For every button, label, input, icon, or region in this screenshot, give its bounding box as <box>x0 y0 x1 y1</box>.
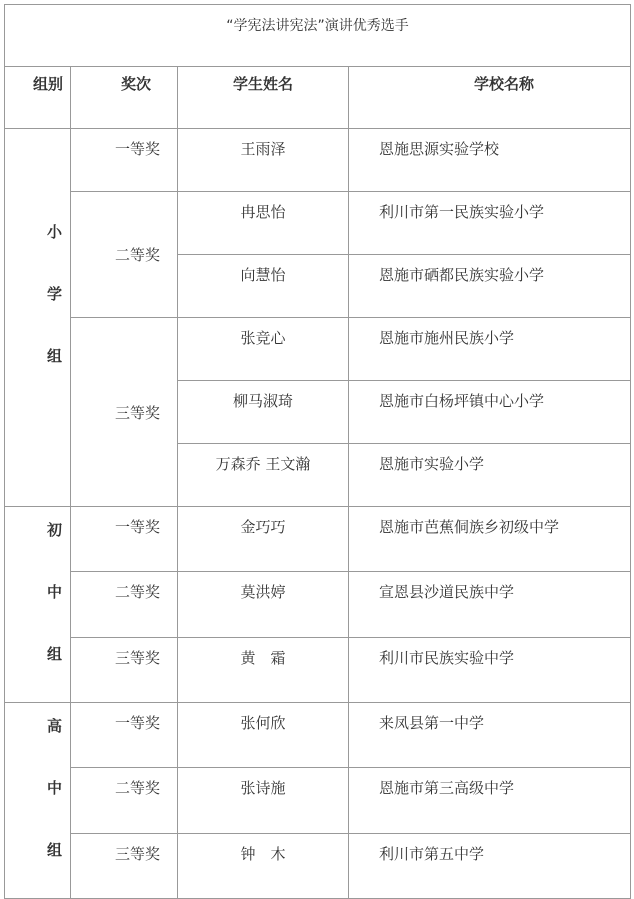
group-cell-primary <box>5 129 71 507</box>
school-name-cell: 恩施市第三高级中学 <box>349 768 631 833</box>
group-char: 组 <box>47 347 63 365</box>
group-char: 中 <box>47 779 63 797</box>
student-name-cell: 黄 霜 <box>178 637 349 702</box>
table-row <box>5 768 631 833</box>
student-name-cell: 张何欣 <box>178 703 349 768</box>
student-name-cell: 冉思怡 <box>178 192 349 255</box>
group-char: 初 <box>47 521 63 539</box>
award-cell: 二等奖 <box>71 192 178 318</box>
table-row <box>5 637 631 702</box>
student-name-cell: 张竞心 <box>178 318 349 381</box>
award-cell: 二等奖 <box>71 768 178 833</box>
student-name-cell: 钟 木 <box>178 833 349 898</box>
header-award: 奖次 <box>71 67 178 129</box>
student-name-cell: 王雨泽 <box>178 129 349 192</box>
school-name-cell: 利川市第五中学 <box>349 833 631 898</box>
header-group: 组别 <box>5 67 71 129</box>
school-name-cell: 恩施市硒都民族实验小学 <box>349 255 631 318</box>
school-name-cell: 恩施思源实验学校 <box>349 129 631 192</box>
group-char: 学 <box>47 285 63 303</box>
school-name-cell: 宣恩县沙道民族中学 <box>349 572 631 637</box>
table-row <box>5 507 631 572</box>
student-name-cell: 金巧巧 <box>178 507 349 572</box>
group-char: 组 <box>47 645 63 663</box>
school-name-cell: 利川市民族实验中学 <box>349 637 631 702</box>
group-char: 小 <box>47 223 63 241</box>
header-school-name: 学校名称 <box>349 67 631 129</box>
table-row <box>5 703 631 768</box>
school-name-cell: 利川市第一民族实验小学 <box>349 192 631 255</box>
student-name-cell: 柳马淑琦 <box>178 381 349 444</box>
award-cell: 三等奖 <box>71 637 178 702</box>
group-char: 高 <box>47 717 63 735</box>
award-cell: 三等奖 <box>71 833 178 898</box>
group-char: 组 <box>47 841 63 859</box>
school-name-cell: 恩施市施州民族小学 <box>349 318 631 381</box>
table-row <box>5 833 631 898</box>
award-cell: 二等奖 <box>71 572 178 637</box>
group-char: 中 <box>47 583 63 601</box>
table-row <box>5 318 631 381</box>
student-name-cell: 向慧怡 <box>178 255 349 318</box>
school-name-cell: 恩施市实验小学 <box>349 444 631 507</box>
winners-table <box>4 4 631 899</box>
award-cell: 一等奖 <box>71 703 178 768</box>
school-name-cell: 来凤县第一中学 <box>349 703 631 768</box>
table-row <box>5 192 631 255</box>
award-cell: 一等奖 <box>71 129 178 192</box>
table-row <box>5 129 631 192</box>
award-cell: 三等奖 <box>71 318 178 507</box>
header-student-name: 学生姓名 <box>178 67 349 129</box>
table-title: “学宪法讲宪法”演讲优秀选手 <box>5 5 631 67</box>
student-name-cell: 万森乔 王文瀚 <box>178 444 349 507</box>
group-cell-senior <box>5 703 71 899</box>
student-name-cell: 张诗施 <box>178 768 349 833</box>
table-row <box>5 572 631 637</box>
school-name-cell: 恩施市芭蕉侗族乡初级中学 <box>349 507 631 572</box>
award-cell: 一等奖 <box>71 507 178 572</box>
school-name-cell: 恩施市白杨坪镇中心小学 <box>349 381 631 444</box>
group-cell-junior <box>5 507 71 703</box>
student-name-cell: 莫洪婷 <box>178 572 349 637</box>
